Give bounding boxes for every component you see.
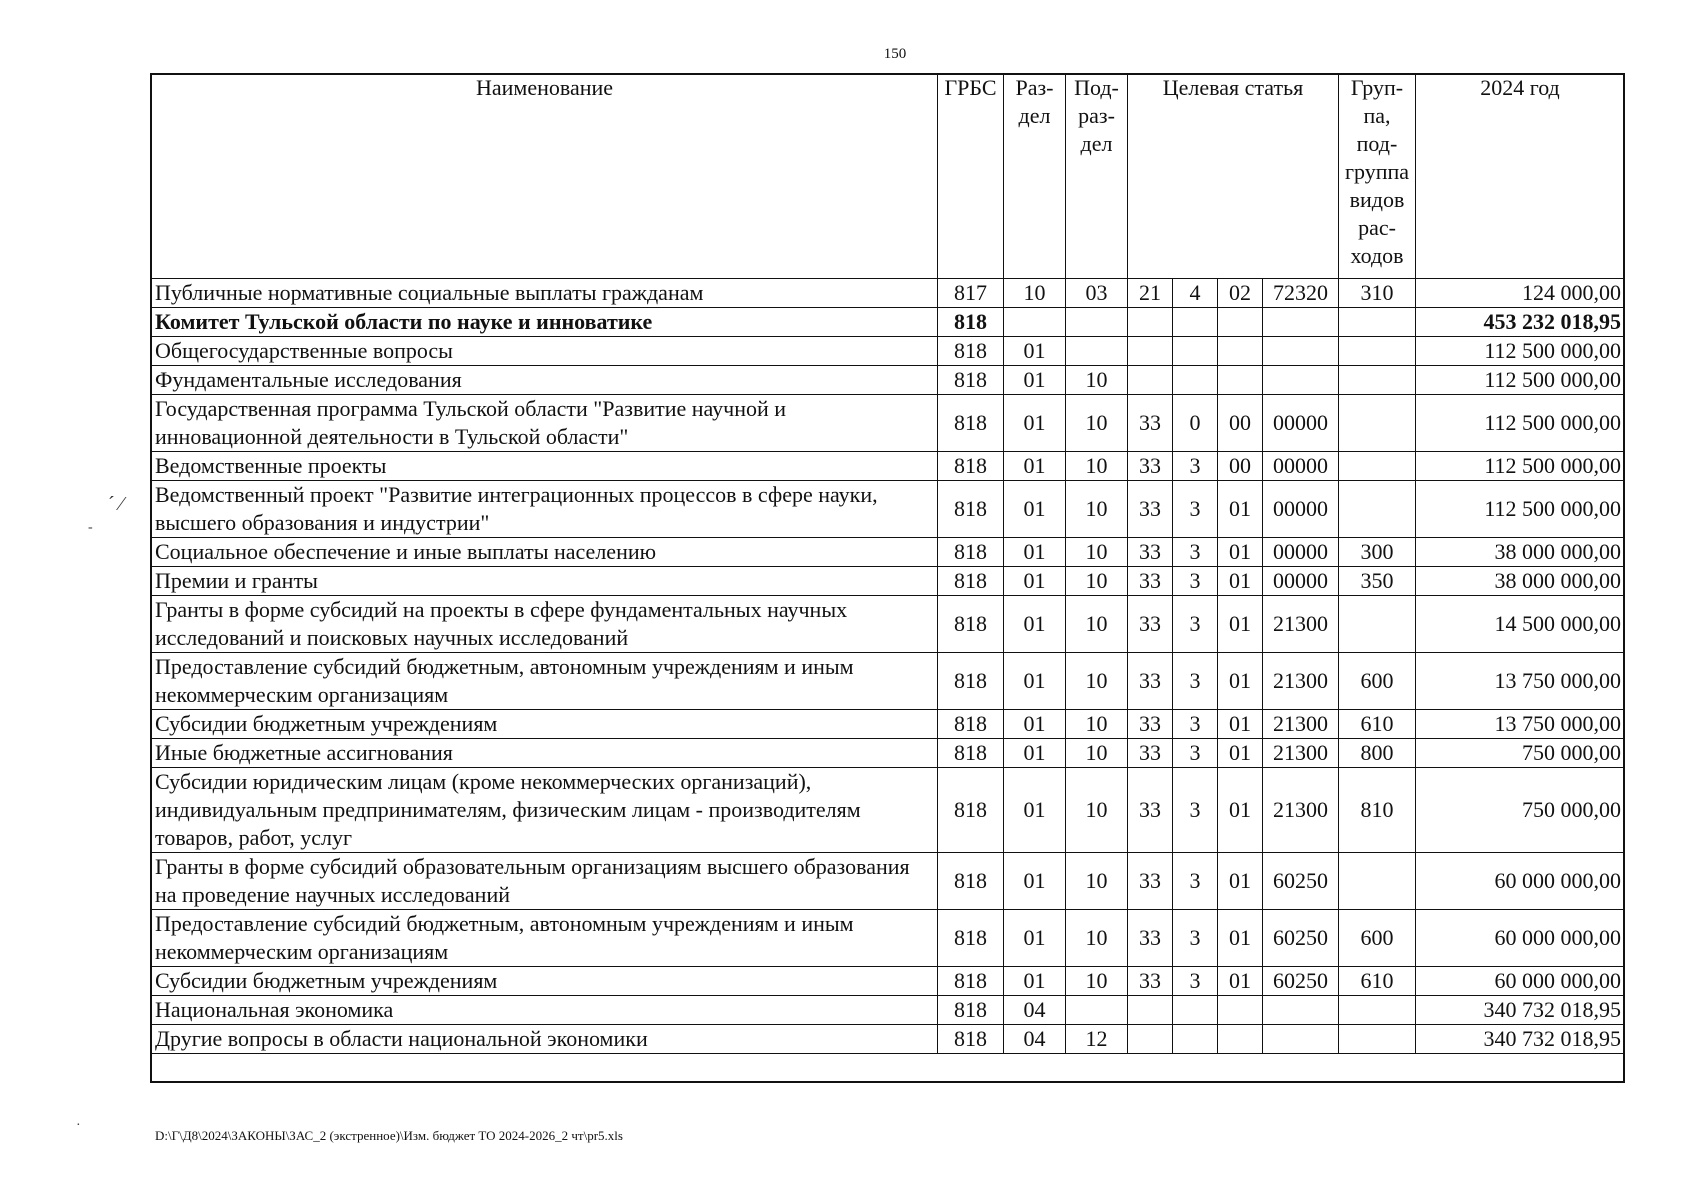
cell-podrazdel: 10 — [1066, 967, 1128, 996]
cell-grbs: 818 — [938, 596, 1004, 653]
cell-amount: 124 000,00 — [1416, 279, 1625, 308]
cell-name: Гранты в форме субсидий образовательным организациям высшего образования на проведение научных исследований — [152, 853, 938, 910]
table-row — [152, 910, 1625, 967]
cell-amount: 13 750 000,00 — [1416, 710, 1625, 739]
table-body — [152, 279, 1625, 1054]
cell-grbs: 818 — [938, 996, 1004, 1025]
cell-name: Ведомственные проекты — [152, 452, 938, 481]
cell-expense-group: 300 — [1339, 538, 1416, 567]
margin-pen-mark: ˊ ⁄ — [108, 493, 123, 515]
cell-amount: 60 000 000,00 — [1416, 853, 1625, 910]
cell-target-subprogram — [1173, 308, 1218, 337]
cell-name: Предоставление субсидий бюджетным, автономным учреждениям и иным некоммерческим организациям — [152, 910, 938, 967]
cell-podrazdel: 12 — [1066, 1025, 1128, 1054]
cell-name: Фундаментальные исследования — [152, 366, 938, 395]
table-row — [152, 538, 1625, 567]
cell-target-program: 21 — [1128, 279, 1173, 308]
cell-podrazdel — [1066, 337, 1128, 366]
cell-target-event — [1218, 1025, 1263, 1054]
cell-name: Публичные нормативные социальные выплаты гражданам — [152, 279, 938, 308]
cell-target-subprogram — [1173, 337, 1218, 366]
table-row — [152, 366, 1625, 395]
cell-podrazdel: 10 — [1066, 366, 1128, 395]
table-row — [152, 768, 1625, 853]
cell-grbs: 818 — [938, 337, 1004, 366]
cell-expense-group — [1339, 853, 1416, 910]
cell-target-direction — [1263, 366, 1339, 395]
cell-expense-group — [1339, 337, 1416, 366]
cell-target-event: 01 — [1218, 653, 1263, 710]
cell-amount: 14 500 000,00 — [1416, 596, 1625, 653]
cell-podrazdel: 10 — [1066, 481, 1128, 538]
cell-target-event: 00 — [1218, 395, 1263, 452]
cell-expense-group: 600 — [1339, 653, 1416, 710]
cell-expense-group: 610 — [1339, 710, 1416, 739]
cell-target-subprogram: 3 — [1173, 596, 1218, 653]
table-row — [152, 452, 1625, 481]
cell-expense-group — [1339, 366, 1416, 395]
cell-grbs: 818 — [938, 452, 1004, 481]
cell-expense-group — [1339, 996, 1416, 1025]
cell-target-program — [1128, 337, 1173, 366]
cell-target-program: 33 — [1128, 481, 1173, 538]
cell-podrazdel — [1066, 996, 1128, 1025]
table-row — [152, 710, 1625, 739]
cell-target-program — [1128, 366, 1173, 395]
cell-target-direction: 21300 — [1263, 653, 1339, 710]
cell-razdel: 01 — [1004, 768, 1066, 853]
cell-grbs: 818 — [938, 538, 1004, 567]
cell-grbs: 818 — [938, 567, 1004, 596]
cell-target-program: 33 — [1128, 538, 1173, 567]
cell-razdel: 10 — [1004, 279, 1066, 308]
cell-target-program: 33 — [1128, 710, 1173, 739]
table-row — [152, 279, 1625, 308]
cell-amount: 750 000,00 — [1416, 768, 1625, 853]
cell-name: Другие вопросы в области национальной экономики — [152, 1025, 938, 1054]
cell-grbs: 818 — [938, 395, 1004, 452]
table-row — [152, 395, 1625, 452]
cell-amount: 60 000 000,00 — [1416, 967, 1625, 996]
cell-expense-group: 810 — [1339, 768, 1416, 853]
cell-razdel: 01 — [1004, 853, 1066, 910]
cell-amount: 112 500 000,00 — [1416, 395, 1625, 452]
cell-name: Общегосударственные вопросы — [152, 337, 938, 366]
cell-target-direction: 00000 — [1263, 452, 1339, 481]
header-grbs: ГРБС — [938, 74, 1004, 279]
table-row — [152, 1025, 1625, 1054]
cell-target-program: 33 — [1128, 739, 1173, 768]
table-row — [152, 308, 1625, 337]
cell-razdel: 04 — [1004, 996, 1066, 1025]
cell-grbs: 818 — [938, 481, 1004, 538]
cell-grbs: 817 — [938, 279, 1004, 308]
cell-target-subprogram: 3 — [1173, 910, 1218, 967]
cell-podrazdel: 10 — [1066, 768, 1128, 853]
cell-razdel: 01 — [1004, 596, 1066, 653]
cell-razdel: 01 — [1004, 739, 1066, 768]
header-name: Наименование — [152, 74, 938, 279]
footer-file-path: D:\Г\Д8\2024\ЗАКОНЫ\ЗАС_2 (экстренное)\Изм. бюджет ТО 2024-2026_2 чт\pr5.xls — [155, 1128, 623, 1143]
header-subsection: Под- раз- дел — [1066, 74, 1128, 279]
cell-target-direction: 00000 — [1263, 395, 1339, 452]
cell-amount: 38 000 000,00 — [1416, 538, 1625, 567]
table-row — [152, 653, 1625, 710]
cell-grbs: 818 — [938, 710, 1004, 739]
cell-amount: 112 500 000,00 — [1416, 481, 1625, 538]
cell-amount: 112 500 000,00 — [1416, 337, 1625, 366]
cell-name: Комитет Тульской области по науке и инноватике — [152, 308, 938, 337]
cell-podrazdel: 10 — [1066, 567, 1128, 596]
table-row — [152, 481, 1625, 538]
cell-grbs: 818 — [938, 739, 1004, 768]
cell-razdel: 01 — [1004, 452, 1066, 481]
cell-razdel: 01 — [1004, 567, 1066, 596]
cell-target-subprogram: 3 — [1173, 768, 1218, 853]
cell-target-program — [1128, 1025, 1173, 1054]
cell-target-direction — [1263, 1025, 1339, 1054]
cell-target-subprogram — [1173, 996, 1218, 1025]
cell-target-subprogram: 3 — [1173, 853, 1218, 910]
cell-grbs: 818 — [938, 366, 1004, 395]
cell-expense-group — [1339, 481, 1416, 538]
cell-name: Ведомственный проект "Развитие интеграционных процессов в сфере науки, высшего образования и индустрии" — [152, 481, 938, 538]
cell-target-subprogram: 4 — [1173, 279, 1218, 308]
cell-target-direction — [1263, 337, 1339, 366]
header-target-article: Целевая статья — [1128, 74, 1339, 279]
cell-expense-group — [1339, 1025, 1416, 1054]
cell-name: Субсидии бюджетным учреждениям — [152, 710, 938, 739]
cell-expense-group: 310 — [1339, 279, 1416, 308]
cell-expense-group: 350 — [1339, 567, 1416, 596]
cell-grbs: 818 — [938, 653, 1004, 710]
cell-target-subprogram: 3 — [1173, 653, 1218, 710]
table-row — [152, 596, 1625, 653]
cell-target-event: 01 — [1218, 967, 1263, 996]
cell-target-event — [1218, 366, 1263, 395]
cell-name: Национальная экономика — [152, 996, 938, 1025]
cell-expense-group — [1339, 395, 1416, 452]
cell-expense-group — [1339, 452, 1416, 481]
cell-target-direction: 00000 — [1263, 481, 1339, 538]
cell-expense-group — [1339, 308, 1416, 337]
table-row — [152, 567, 1625, 596]
cell-name: Субсидии юридическим лицам (кроме некоммерческих организаций), индивидуальным предпринимателям, физическим лицам - производителям товаров, работ, услуг — [152, 768, 938, 853]
cell-target-event: 01 — [1218, 853, 1263, 910]
cell-amount: 340 732 018,95 — [1416, 1025, 1625, 1054]
cell-target-event — [1218, 308, 1263, 337]
cell-razdel — [1004, 308, 1066, 337]
cell-target-direction: 60250 — [1263, 853, 1339, 910]
cell-target-subprogram: 3 — [1173, 538, 1218, 567]
cell-target-subprogram — [1173, 366, 1218, 395]
cell-target-program — [1128, 308, 1173, 337]
cell-amount: 112 500 000,00 — [1416, 452, 1625, 481]
cell-target-event: 01 — [1218, 567, 1263, 596]
cell-podrazdel: 10 — [1066, 653, 1128, 710]
cell-target-program: 33 — [1128, 768, 1173, 853]
cell-razdel: 01 — [1004, 337, 1066, 366]
cell-podrazdel — [1066, 308, 1128, 337]
cell-razdel: 01 — [1004, 910, 1066, 967]
cell-target-direction: 60250 — [1263, 910, 1339, 967]
cell-amount: 750 000,00 — [1416, 739, 1625, 768]
table-row — [152, 967, 1625, 996]
cell-target-program: 33 — [1128, 395, 1173, 452]
budget-table — [151, 73, 1625, 1054]
cell-target-program: 33 — [1128, 452, 1173, 481]
cell-target-direction: 21300 — [1263, 768, 1339, 853]
cell-grbs: 818 — [938, 1025, 1004, 1054]
cell-target-event: 02 — [1218, 279, 1263, 308]
cell-target-program: 33 — [1128, 596, 1173, 653]
cell-target-program: 33 — [1128, 853, 1173, 910]
cell-target-direction: 21300 — [1263, 739, 1339, 768]
margin-dot-mark: · — [76, 1118, 81, 1133]
cell-target-subprogram: 3 — [1173, 739, 1218, 768]
cell-amount: 13 750 000,00 — [1416, 653, 1625, 710]
cell-target-event: 01 — [1218, 481, 1263, 538]
cell-expense-group — [1339, 596, 1416, 653]
cell-target-subprogram: 0 — [1173, 395, 1218, 452]
cell-target-subprogram: 3 — [1173, 452, 1218, 481]
cell-target-direction: 60250 — [1263, 967, 1339, 996]
header-expense-group: Груп- па, под- группа видов рас- ходов — [1339, 74, 1416, 279]
cell-razdel: 04 — [1004, 1025, 1066, 1054]
cell-target-event: 01 — [1218, 768, 1263, 853]
cell-podrazdel: 10 — [1066, 739, 1128, 768]
cell-name: Государственная программа Тульской области "Развитие научной и инновационной деятельности в Тульской области" — [152, 395, 938, 452]
cell-podrazdel: 10 — [1066, 853, 1128, 910]
cell-grbs: 818 — [938, 910, 1004, 967]
cell-target-direction: 21300 — [1263, 596, 1339, 653]
cell-expense-group: 610 — [1339, 967, 1416, 996]
cell-target-event — [1218, 996, 1263, 1025]
cell-razdel: 01 — [1004, 967, 1066, 996]
table-row — [152, 739, 1625, 768]
cell-podrazdel: 10 — [1066, 538, 1128, 567]
cell-podrazdel: 10 — [1066, 452, 1128, 481]
cell-grbs: 818 — [938, 853, 1004, 910]
cell-razdel: 01 — [1004, 538, 1066, 567]
cell-grbs: 818 — [938, 768, 1004, 853]
cell-expense-group: 600 — [1339, 910, 1416, 967]
cell-name: Премии и гранты — [152, 567, 938, 596]
cell-target-program — [1128, 996, 1173, 1025]
cell-name: Субсидии бюджетным учреждениям — [152, 967, 938, 996]
table-row — [152, 996, 1625, 1025]
cell-amount: 453 232 018,95 — [1416, 308, 1625, 337]
cell-podrazdel: 10 — [1066, 910, 1128, 967]
cell-amount: 60 000 000,00 — [1416, 910, 1625, 967]
cell-razdel: 01 — [1004, 481, 1066, 538]
cell-target-subprogram — [1173, 1025, 1218, 1054]
cell-target-subprogram: 3 — [1173, 481, 1218, 538]
cell-target-event: 00 — [1218, 452, 1263, 481]
cell-target-program: 33 — [1128, 910, 1173, 967]
cell-amount: 340 732 018,95 — [1416, 996, 1625, 1025]
cell-target-subprogram: 3 — [1173, 710, 1218, 739]
cell-podrazdel: 10 — [1066, 710, 1128, 739]
table-row — [152, 337, 1625, 366]
cell-target-event: 01 — [1218, 596, 1263, 653]
cell-grbs: 818 — [938, 967, 1004, 996]
cell-podrazdel: 03 — [1066, 279, 1128, 308]
cell-target-direction: 72320 — [1263, 279, 1339, 308]
cell-target-event: 01 — [1218, 538, 1263, 567]
header-year: 2024 год — [1416, 74, 1625, 279]
cell-target-event: 01 — [1218, 739, 1263, 768]
cell-target-program: 33 — [1128, 967, 1173, 996]
cell-name: Гранты в форме субсидий на проекты в сфере фундаментальных научных исследований и поисковых научных исследований — [152, 596, 938, 653]
cell-podrazdel: 10 — [1066, 596, 1128, 653]
header-section: Раз- дел — [1004, 74, 1066, 279]
cell-name: Предоставление субсидий бюджетным, автономным учреждениям и иным некоммерческим организациям — [152, 653, 938, 710]
cell-grbs: 818 — [938, 308, 1004, 337]
cell-target-subprogram: 3 — [1173, 967, 1218, 996]
cell-podrazdel: 10 — [1066, 395, 1128, 452]
cell-razdel: 01 — [1004, 710, 1066, 739]
cell-razdel: 01 — [1004, 366, 1066, 395]
cell-target-direction: 21300 — [1263, 710, 1339, 739]
cell-target-event: 01 — [1218, 910, 1263, 967]
cell-name: Иные бюджетные ассигнования — [152, 739, 938, 768]
cell-name: Социальное обеспечение и иные выплаты населению — [152, 538, 938, 567]
table-header-row — [152, 74, 1625, 279]
cell-target-direction: 00000 — [1263, 538, 1339, 567]
page-number: 150 — [883, 46, 907, 62]
cell-target-direction — [1263, 308, 1339, 337]
cell-amount: 38 000 000,00 — [1416, 567, 1625, 596]
cell-razdel: 01 — [1004, 653, 1066, 710]
cell-amount: 112 500 000,00 — [1416, 366, 1625, 395]
margin-dash-mark: - — [88, 520, 93, 535]
cell-target-program: 33 — [1128, 653, 1173, 710]
cell-target-event: 01 — [1218, 710, 1263, 739]
cell-target-direction: 00000 — [1263, 567, 1339, 596]
cell-razdel: 01 — [1004, 395, 1066, 452]
cell-expense-group: 800 — [1339, 739, 1416, 768]
table-row — [152, 853, 1625, 910]
cell-target-subprogram: 3 — [1173, 567, 1218, 596]
cell-target-event — [1218, 337, 1263, 366]
cell-target-program: 33 — [1128, 567, 1173, 596]
cell-target-direction — [1263, 996, 1339, 1025]
